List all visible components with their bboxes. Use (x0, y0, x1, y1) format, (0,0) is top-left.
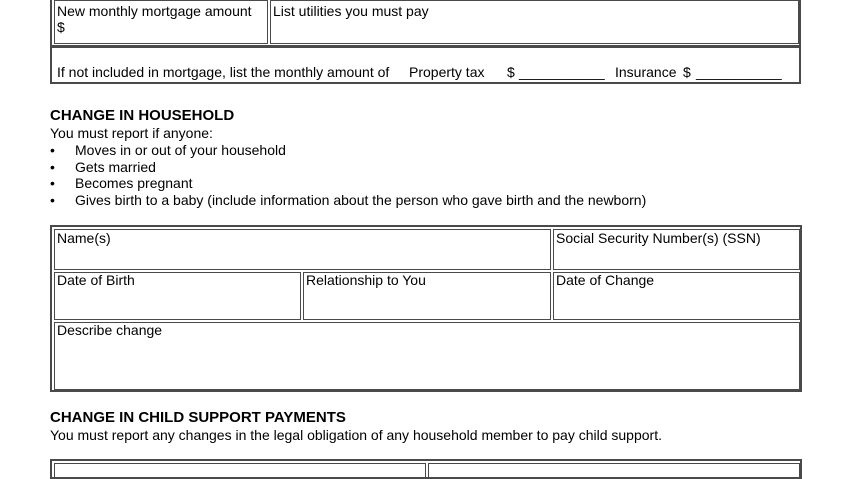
utilities-label: List utilities you must pay (273, 3, 429, 19)
child-support-form (50, 459, 802, 479)
property-tax-field[interactable]: ___________ (519, 64, 605, 80)
names-label: Name(s) (57, 230, 111, 246)
child-support-field-right[interactable] (428, 463, 800, 479)
bullet-icon: • (50, 142, 55, 158)
new-mortgage-currency: $ (57, 19, 65, 35)
property-tax-label: Property tax (409, 64, 485, 80)
insurance-field[interactable]: ___________ (696, 64, 782, 80)
property-tax-currency: $ (507, 64, 515, 80)
household-intro: You must report if anyone: (50, 125, 213, 141)
dob-label: Date of Birth (57, 272, 135, 288)
list-item: • Gets married (50, 158, 156, 175)
household-form (50, 225, 802, 392)
describe-change-label: Describe change (57, 322, 163, 338)
new-mortgage-label: New monthly mortgage amount (57, 3, 252, 19)
bullet-icon: • (50, 191, 55, 208)
child-support-field-left[interactable] (54, 463, 426, 479)
ssn-label: Social Security Number(s) (SSN) (556, 230, 761, 246)
insurance-currency: $ (683, 64, 691, 80)
household-bullet-list (50, 142, 646, 208)
describe-change-field[interactable] (54, 322, 800, 390)
relationship-label: Relationship to You (306, 272, 426, 288)
insurance-label: Insurance (615, 64, 677, 80)
household-heading: CHANGE IN HOUSEHOLD (50, 107, 235, 124)
list-item: • Becomes pregnant (50, 175, 193, 191)
child-support-heading: CHANGE IN CHILD SUPPORT PAYMENTS (50, 409, 346, 426)
list-item: • Moves in or out of your household (50, 142, 286, 158)
child-support-intro: You must report any changes in the legal obligation of any household member to pay child support. (50, 427, 662, 443)
not-included-label: If not included in mortgage, list the monthly amount of (57, 64, 390, 80)
list-item: • Gives birth to a baby (include information about the person who gave birth and the newborn) (50, 191, 647, 208)
date-of-change-label: Date of Change (556, 272, 655, 288)
names-field[interactable] (54, 229, 551, 270)
bullet-icon: • (50, 158, 55, 175)
bullet-icon: • (50, 175, 55, 191)
